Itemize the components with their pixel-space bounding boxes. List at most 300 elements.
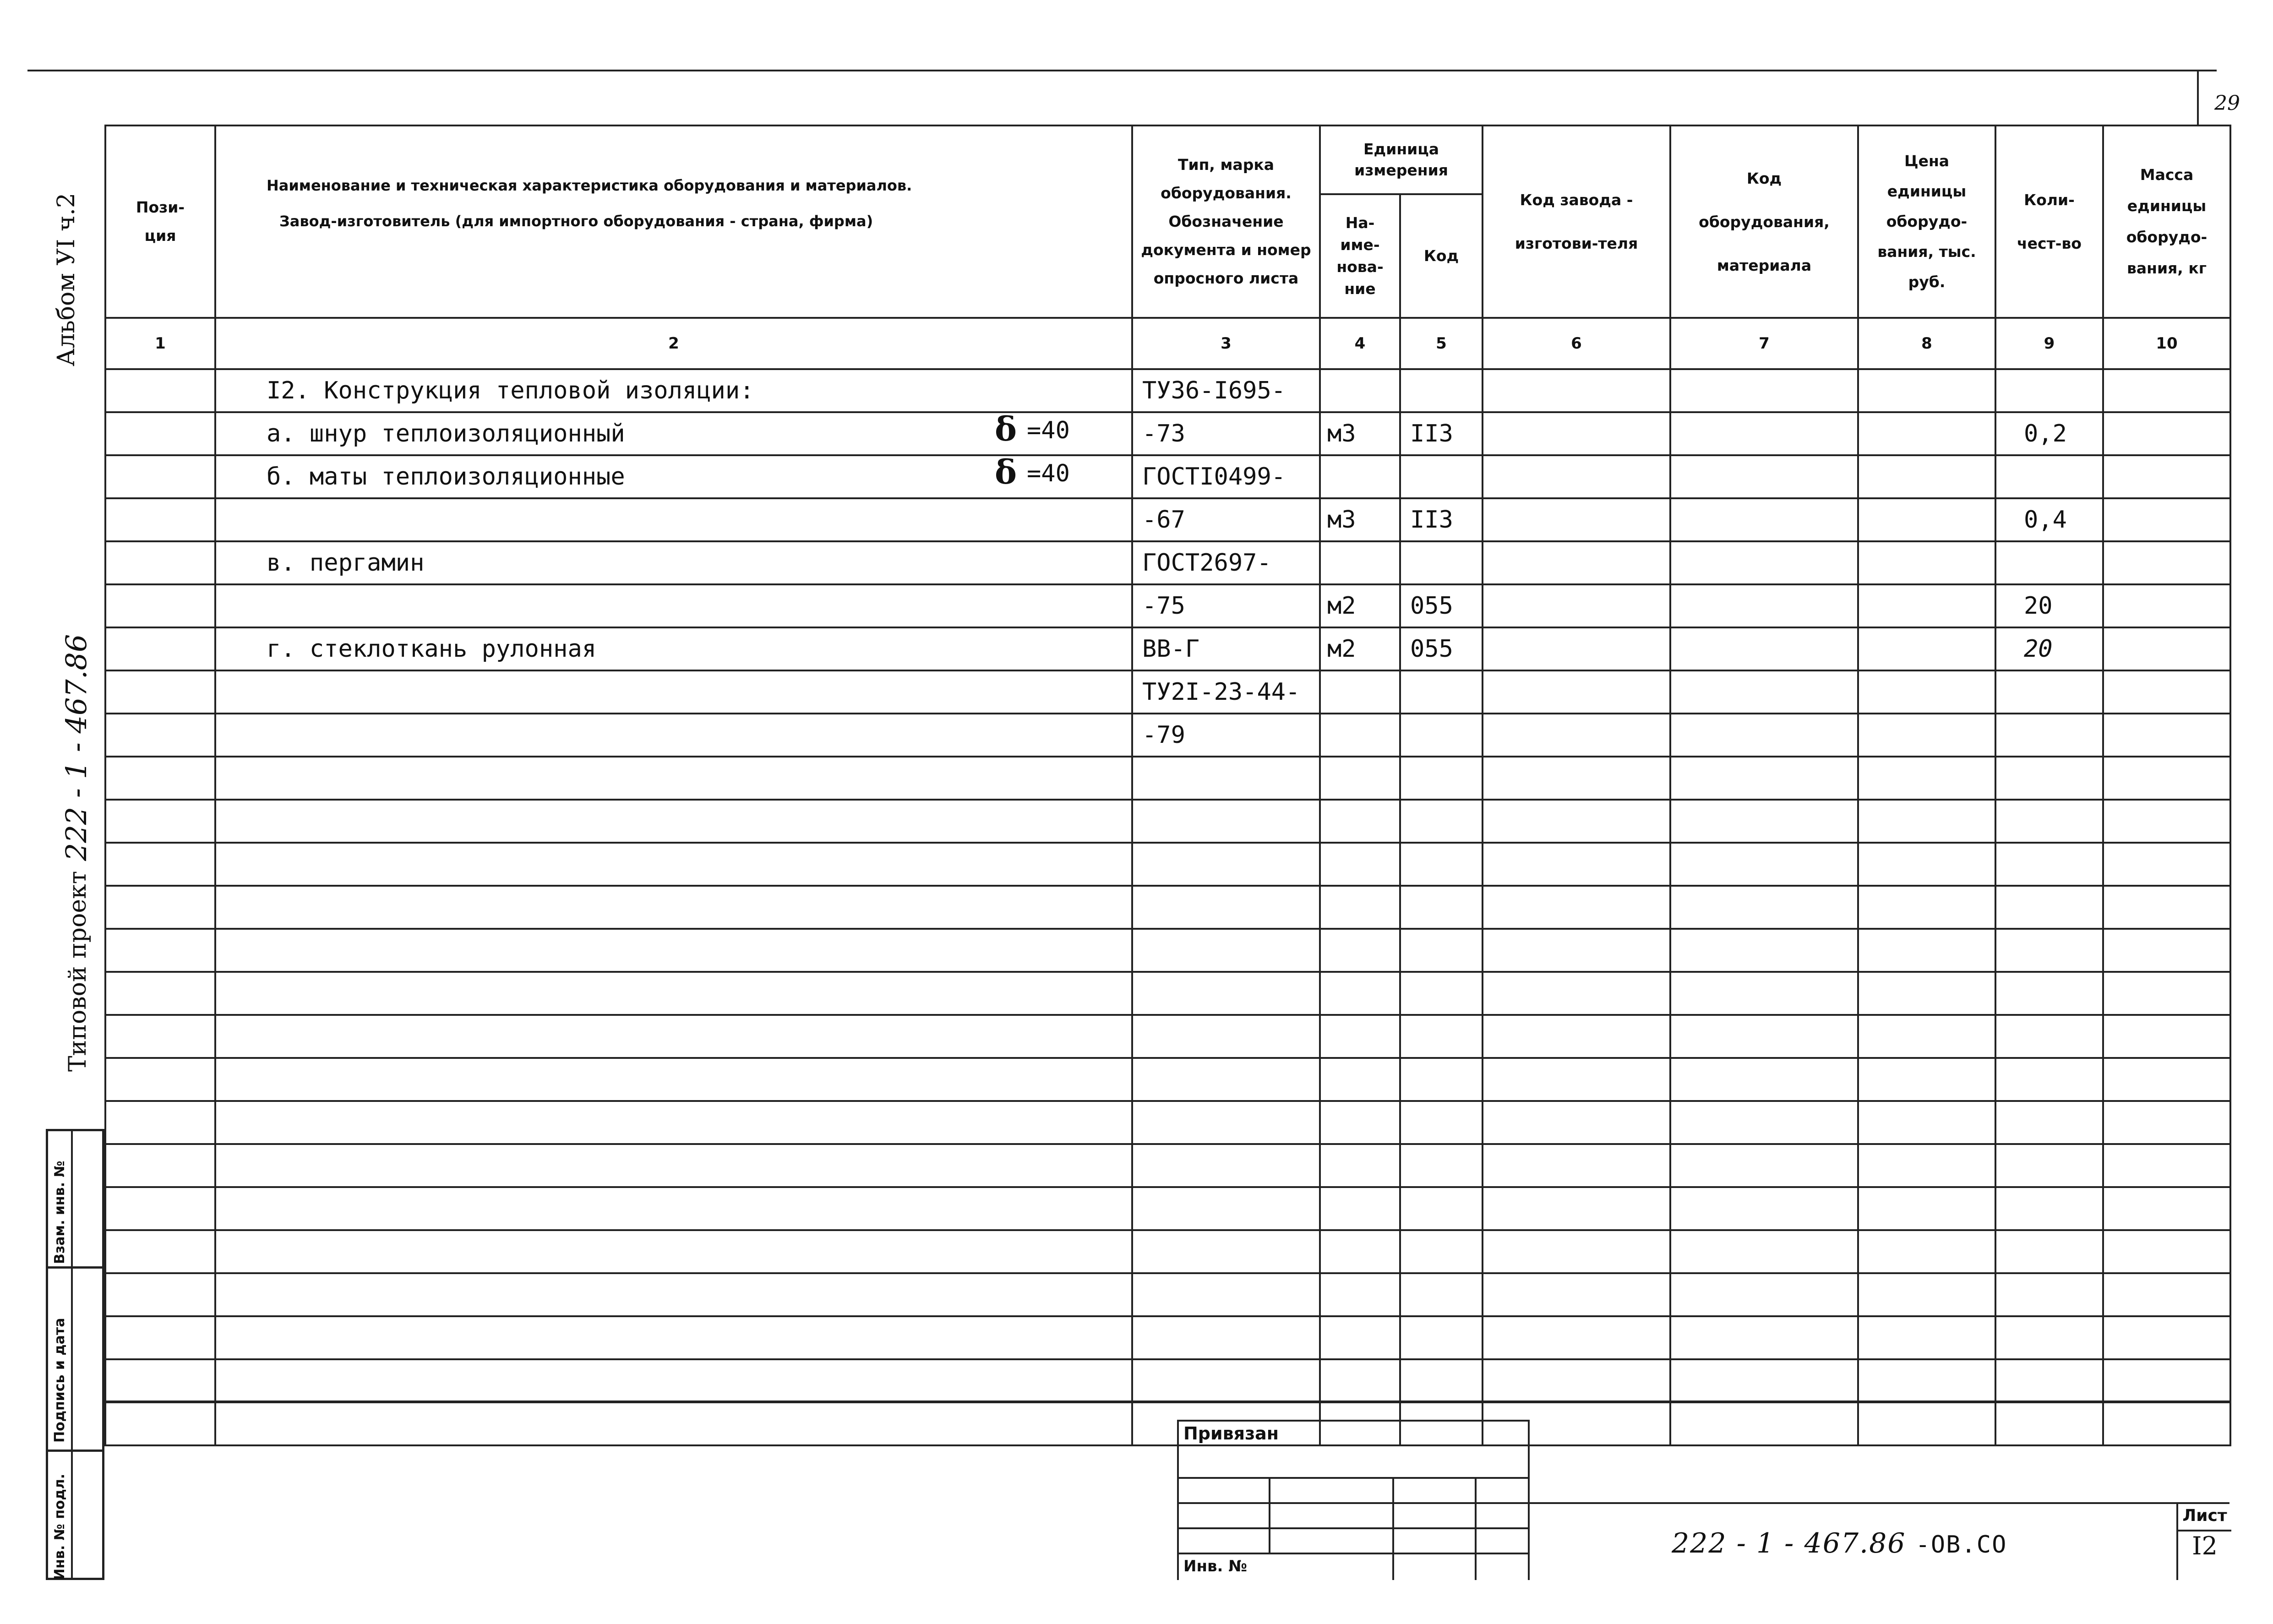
tb-border — [1177, 1420, 1179, 1580]
cell-mass — [2103, 1101, 2230, 1144]
cell-maker-code — [1483, 1144, 1670, 1187]
cell-equip-code — [1670, 972, 1858, 1015]
col-num: 6 — [1483, 318, 1670, 369]
cell-mass — [2103, 843, 2230, 886]
col-num: 4 — [1320, 318, 1400, 369]
title-block-mid-rule — [1530, 1502, 2229, 1504]
cell-position — [105, 498, 215, 541]
cell-price — [1858, 584, 1995, 627]
cell-position — [105, 455, 215, 498]
header-mass: Масса единицы оборудо-вания, кг — [2103, 125, 2230, 318]
title-block-top-rule — [104, 1401, 2229, 1402]
cell-mass — [2103, 714, 2230, 757]
privyazan-label: Привязан — [1183, 1423, 1279, 1444]
cell-unit-code — [1400, 1273, 1483, 1316]
cell-maker-code — [1483, 1316, 1670, 1359]
cell-position — [105, 1015, 215, 1058]
cell-qty — [1995, 1316, 2103, 1359]
column-number-row — [105, 318, 2230, 369]
cell-type — [1132, 929, 1320, 972]
table-body — [105, 369, 2230, 1445]
cell-mass — [2103, 412, 2230, 455]
cell-unit — [1320, 757, 1400, 800]
table-row — [105, 1359, 2230, 1402]
cell-unit — [1320, 972, 1400, 1015]
cell-equip-code — [1670, 1273, 1858, 1316]
cell-mass — [2103, 627, 2230, 670]
cell-name — [215, 1273, 1132, 1316]
cell-price — [1858, 1101, 1995, 1144]
table-row — [105, 498, 2230, 541]
cell-price — [1858, 972, 1995, 1015]
cell-unit-code — [1400, 800, 1483, 843]
cell-unit — [1320, 886, 1400, 929]
cell-maker-code — [1483, 929, 1670, 972]
col-num: 5 — [1400, 318, 1483, 369]
cell-price — [1858, 757, 1995, 800]
cell-unit-code: 055 — [1400, 584, 1483, 627]
cell-price — [1858, 1316, 1995, 1359]
cell-mass — [2103, 584, 2230, 627]
cell-price — [1858, 800, 1995, 843]
inv-no-label: Инв. № — [1183, 1557, 1248, 1575]
cell-unit — [1320, 1359, 1400, 1402]
cell-mass — [2103, 369, 2230, 412]
cell-equip-code — [1670, 800, 1858, 843]
cell-maker-code — [1483, 800, 1670, 843]
cell-position — [105, 584, 215, 627]
table-row — [105, 627, 2230, 670]
cell-price — [1858, 670, 1995, 714]
cell-unit — [1320, 1144, 1400, 1187]
stamp-divider — [71, 1131, 73, 1578]
cell-name — [215, 1187, 1132, 1230]
table-row — [105, 1187, 2230, 1230]
cell-maker-code — [1483, 1101, 1670, 1144]
cell-position — [105, 800, 215, 843]
cell-qty — [1995, 1230, 2103, 1273]
cell-unit — [1320, 369, 1400, 412]
cell-name — [215, 929, 1132, 972]
cell-name — [215, 1015, 1132, 1058]
cell-qty — [1995, 886, 2103, 929]
cell-qty — [1995, 1187, 2103, 1230]
cell-type — [1132, 1230, 1320, 1273]
cell-mass — [2103, 1187, 2230, 1230]
cell-name — [215, 800, 1132, 843]
left-stamp — [46, 1129, 104, 1580]
cell-qty — [1995, 1144, 2103, 1187]
cell-maker-code — [1483, 972, 1670, 1015]
header-unit-name: На-име-нова-ние — [1320, 194, 1400, 318]
cell-position — [105, 1058, 215, 1101]
cell-qty — [1995, 541, 2103, 584]
cell-unit-code: 055 — [1400, 627, 1483, 670]
sheet-value: I2 — [2192, 1531, 2218, 1560]
cell-unit-code — [1400, 369, 1483, 412]
cell-name — [215, 1316, 1132, 1359]
header-name-line2: Завод-изготовитель (для импортного оборудования - страна, фирма) — [279, 213, 873, 230]
cell-unit — [1320, 1187, 1400, 1230]
table-row — [105, 1101, 2230, 1144]
cell-equip-code — [1670, 412, 1858, 455]
cell-price — [1858, 1015, 1995, 1058]
cell-qty: 20 — [1995, 584, 2103, 627]
stamp-cell — [48, 1266, 102, 1269]
document-number-main: 222 - 1 - 467.86 — [1672, 1527, 1906, 1559]
header-position: Пози- ция — [105, 125, 215, 318]
cell-unit-code — [1400, 843, 1483, 886]
cell-type — [1132, 1187, 1320, 1230]
cell-position — [105, 1144, 215, 1187]
cell-price — [1858, 412, 1995, 455]
table-row — [105, 670, 2230, 714]
cell-name — [215, 757, 1132, 800]
col-num: 2 — [215, 318, 1132, 369]
cell-maker-code — [1483, 1359, 1670, 1402]
cell-price — [1858, 843, 1995, 886]
cell-maker-code — [1483, 1187, 1670, 1230]
table-row — [105, 886, 2230, 929]
cell-mass — [2103, 1359, 2230, 1402]
cell-qty — [1995, 800, 2103, 843]
cell-qty: 0,4 — [1995, 498, 2103, 541]
table-row — [105, 1230, 2230, 1273]
cell-maker-code — [1483, 541, 1670, 584]
cell-unit-code — [1400, 455, 1483, 498]
cell-equip-code — [1670, 455, 1858, 498]
cell-type: -67 — [1132, 498, 1320, 541]
cell-equip-code — [1670, 369, 1858, 412]
cell-unit-code — [1400, 541, 1483, 584]
cell-unit-code — [1400, 886, 1483, 929]
page-number-divider — [2197, 71, 2199, 125]
cell-equip-code — [1670, 1144, 1858, 1187]
cell-mass — [2103, 1015, 2230, 1058]
cell-mass — [2103, 972, 2230, 1015]
cell-type: ТУ36-I695- — [1132, 369, 1320, 412]
cell-unit-code — [1400, 1230, 1483, 1273]
tb-col-line — [1392, 1477, 1394, 1580]
cell-type — [1132, 1101, 1320, 1144]
cell-maker-code — [1483, 1015, 1670, 1058]
cell-unit-code — [1400, 757, 1483, 800]
cell-price — [1858, 929, 1995, 972]
cell-price — [1858, 1273, 1995, 1316]
cell-unit-code — [1400, 1187, 1483, 1230]
cell-equip-code — [1670, 498, 1858, 541]
table-row — [105, 1316, 2230, 1359]
cell-unit — [1320, 1015, 1400, 1058]
cell-equip-code — [1670, 1402, 1858, 1445]
cell-maker-code — [1483, 584, 1670, 627]
cell-position — [105, 369, 215, 412]
table-row — [105, 541, 2230, 584]
cell-qty — [1995, 670, 2103, 714]
cell-unit — [1320, 1316, 1400, 1359]
cell-unit-code — [1400, 1144, 1483, 1187]
cell-position — [105, 1273, 215, 1316]
cell-position — [105, 1359, 215, 1402]
cell-price — [1858, 1359, 1995, 1402]
header-name — [215, 125, 1132, 318]
item-name: б. маты теплоизоляционные — [267, 463, 625, 490]
sheet-label: Лист — [2178, 1502, 2231, 1531]
tb-row-line — [1177, 1502, 1530, 1504]
cell-unit — [1320, 670, 1400, 714]
col-num: 3 — [1132, 318, 1320, 369]
col-num: 8 — [1858, 318, 1995, 369]
cell-type — [1132, 843, 1320, 886]
cell-type — [1132, 886, 1320, 929]
cell-qty — [1995, 369, 2103, 412]
cell-mass — [2103, 886, 2230, 929]
cell-name — [215, 1144, 1132, 1187]
cell-type: ТУ2I-23-44- — [1132, 670, 1320, 714]
cell-position — [105, 627, 215, 670]
cell-unit-code — [1400, 714, 1483, 757]
document-number-suffix: -ОВ.СО — [1915, 1531, 2007, 1559]
cell-position — [105, 972, 215, 1015]
cell-unit — [1320, 714, 1400, 757]
cell-mass — [2103, 929, 2230, 972]
cell-qty — [1995, 1101, 2103, 1144]
album-label: Альбом УI ч.2 — [53, 193, 80, 366]
cell-position — [105, 1402, 215, 1445]
cell-type: -79 — [1132, 714, 1320, 757]
cell-unit: м3 — [1320, 498, 1400, 541]
tb-col-line — [1475, 1477, 1477, 1580]
specification-table — [104, 125, 2231, 1446]
cell-name — [215, 1359, 1132, 1402]
stamp-vzam-label: Взам. инв. № — [52, 1161, 68, 1264]
cell-equip-code — [1670, 886, 1858, 929]
cell-position — [105, 929, 215, 972]
title-block-privyazan — [1177, 1420, 1530, 1580]
cell-qty — [1995, 929, 2103, 972]
cell-qty — [1995, 1402, 2103, 1445]
document-number — [1672, 1527, 2007, 1559]
cell-qty — [1995, 1015, 2103, 1058]
table-row — [105, 800, 2230, 843]
cell-position — [105, 412, 215, 455]
cell-position — [105, 670, 215, 714]
cell-equip-code — [1670, 714, 1858, 757]
table-row — [105, 584, 2230, 627]
item-name: а. шнур теплоизоляционный — [267, 420, 625, 447]
cell-maker-code — [1483, 757, 1670, 800]
cell-mass — [2103, 1144, 2230, 1187]
cell-price — [1858, 455, 1995, 498]
cell-equip-code — [1670, 1101, 1858, 1144]
cell-position — [105, 886, 215, 929]
table-row — [105, 1144, 2230, 1187]
col-num: 7 — [1670, 318, 1858, 369]
col-num: 10 — [2103, 318, 2230, 369]
cell-unit-code — [1400, 1316, 1483, 1359]
table-row — [105, 455, 2230, 498]
cell-position — [105, 757, 215, 800]
cell-mass — [2103, 1230, 2230, 1273]
tb-row-line — [1177, 1527, 1530, 1529]
cell-equip-code — [1670, 584, 1858, 627]
cell-mass — [2103, 800, 2230, 843]
cell-mass — [2103, 498, 2230, 541]
delta-symbol: δ — [995, 455, 1017, 491]
cell-price — [1858, 1058, 1995, 1101]
cell-maker-code — [1483, 455, 1670, 498]
cell-equip-code — [1670, 541, 1858, 584]
cell-maker-code — [1483, 843, 1670, 886]
cell-qty — [1995, 714, 2103, 757]
table-row — [105, 412, 2230, 455]
tb-row-line — [1177, 1553, 1530, 1554]
cell-unit — [1320, 1273, 1400, 1316]
cell-qty — [1995, 972, 2103, 1015]
cell-maker-code — [1483, 670, 1670, 714]
item-name: в. пергамин — [267, 549, 425, 577]
cell-maker-code — [1483, 1230, 1670, 1273]
cell-unit — [1320, 455, 1400, 498]
cell-type — [1132, 1058, 1320, 1101]
cell-price — [1858, 714, 1995, 757]
table-row — [105, 1015, 2230, 1058]
cell-name — [215, 498, 1132, 541]
cell-unit: м2 — [1320, 584, 1400, 627]
cell-price — [1858, 369, 1995, 412]
table-row — [105, 972, 2230, 1015]
cell-equip-code — [1670, 843, 1858, 886]
cell-equip-code — [1670, 670, 1858, 714]
cell-type — [1132, 1273, 1320, 1316]
cell-qty — [1995, 1273, 2103, 1316]
cell-type: -75 — [1132, 584, 1320, 627]
cell-unit-code — [1400, 972, 1483, 1015]
cell-price — [1858, 886, 1995, 929]
cell-mass — [2103, 1316, 2230, 1359]
cell-equip-code — [1670, 1316, 1858, 1359]
cell-name — [215, 843, 1132, 886]
cell-mass — [2103, 1402, 2230, 1445]
cell-equip-code — [1670, 1230, 1858, 1273]
cell-name — [215, 670, 1132, 714]
tb-col-line — [1269, 1477, 1270, 1553]
cell-maker-code — [1483, 1058, 1670, 1101]
cell-type: -73 — [1132, 412, 1320, 455]
cell-type — [1132, 1359, 1320, 1402]
cell-unit-code — [1400, 1101, 1483, 1144]
cell-mass — [2103, 1273, 2230, 1316]
cell-unit-code — [1400, 670, 1483, 714]
table-row — [105, 843, 2230, 886]
cell-unit-code — [1400, 929, 1483, 972]
cell-maker-code — [1483, 886, 1670, 929]
cell-type — [1132, 1015, 1320, 1058]
cell-unit — [1320, 1058, 1400, 1101]
cell-unit — [1320, 800, 1400, 843]
cell-equip-code — [1670, 1187, 1858, 1230]
delta-symbol: δ — [995, 412, 1017, 448]
cell-position — [105, 541, 215, 584]
header-unit: Единица измерения — [1320, 125, 1483, 194]
cell-equip-code — [1670, 1359, 1858, 1402]
cell-name — [215, 1402, 1132, 1445]
cell-position — [105, 714, 215, 757]
col-num: 9 — [1995, 318, 2103, 369]
cell-price — [1858, 1187, 1995, 1230]
cell-name — [215, 1058, 1132, 1101]
cell-equip-code — [1670, 1015, 1858, 1058]
cell-position — [105, 843, 215, 886]
cell-position — [105, 1101, 215, 1144]
table-row — [105, 714, 2230, 757]
header-maker-code: Код завода - изготови-теля — [1483, 125, 1670, 318]
cell-unit-code: II3 — [1400, 412, 1483, 455]
cell-mass — [2103, 757, 2230, 800]
cell-maker-code — [1483, 627, 1670, 670]
sheet-box — [2176, 1502, 2231, 1580]
cell-maker-code — [1483, 1273, 1670, 1316]
cell-mass — [2103, 670, 2230, 714]
cell-maker-code — [1483, 369, 1670, 412]
cell-unit — [1320, 843, 1400, 886]
cell-maker-code — [1483, 412, 1670, 455]
cell-name — [215, 369, 1132, 412]
cell-name — [215, 455, 1132, 498]
cell-type — [1132, 972, 1320, 1015]
item-name: I2. Конструкция тепловой изоляции: — [267, 377, 754, 404]
cell-unit — [1320, 541, 1400, 584]
cell-qty — [1995, 1359, 2103, 1402]
cell-unit-code — [1400, 1359, 1483, 1402]
cell-qty: 20 — [1995, 627, 2103, 670]
table-row — [105, 757, 2230, 800]
cell-name — [215, 886, 1132, 929]
cell-type — [1132, 757, 1320, 800]
thickness-value: =40 — [1027, 460, 1070, 487]
cell-price — [1858, 541, 1995, 584]
cell-position — [105, 1187, 215, 1230]
cell-name — [215, 412, 1132, 455]
cell-unit-code — [1400, 1015, 1483, 1058]
cell-price — [1858, 627, 1995, 670]
project-code: 222 - 1 - 467.86 — [60, 634, 93, 861]
cell-equip-code — [1670, 627, 1858, 670]
cell-name — [215, 972, 1132, 1015]
cell-mass — [2103, 541, 2230, 584]
item-name: г. стеклоткань рулонная — [267, 635, 597, 663]
cell-unit — [1320, 929, 1400, 972]
header-row — [105, 125, 2230, 194]
cell-type: ВВ-Г — [1132, 627, 1320, 670]
header-type: Тип, марка оборудования. Обозначение документа и номер опросного листа — [1132, 125, 1320, 318]
cell-unit — [1320, 1230, 1400, 1273]
cell-qty: 0,2 — [1995, 412, 2103, 455]
cell-name — [215, 584, 1132, 627]
tb-border — [1528, 1420, 1530, 1580]
cell-type: ГОСТI0499- — [1132, 455, 1320, 498]
tb-row-line — [1177, 1477, 1530, 1479]
thickness-value: =40 — [1027, 417, 1070, 444]
cell-maker-code — [1483, 714, 1670, 757]
cell-type — [1132, 800, 1320, 843]
header-price: Цена единицы оборудо-вания, тыс. руб. — [1858, 125, 1995, 318]
cell-equip-code — [1670, 1058, 1858, 1101]
cell-mass — [2103, 455, 2230, 498]
cell-name — [215, 627, 1132, 670]
cell-equip-code — [1670, 757, 1858, 800]
top-rule — [27, 70, 2217, 71]
